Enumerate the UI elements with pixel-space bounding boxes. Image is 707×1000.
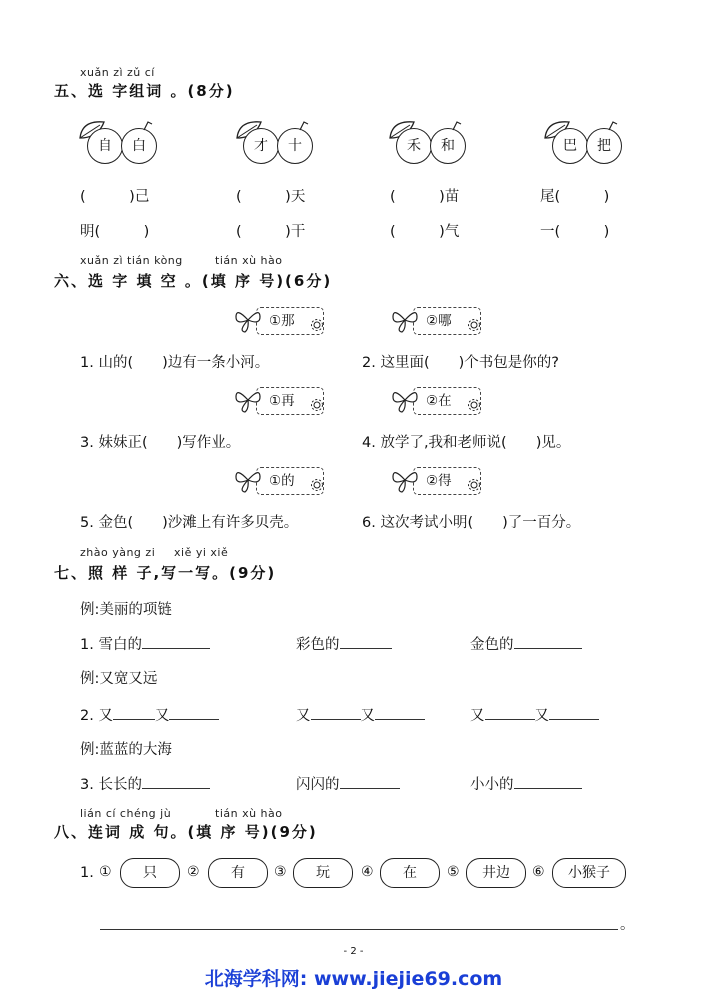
question: 6. 这次考试小明( )了一百分。	[362, 515, 581, 531]
answer-line[interactable]	[514, 634, 582, 649]
write-item	[80, 704, 219, 725]
prompt: 闪闪的	[296, 777, 340, 793]
word-number: ⑤	[447, 864, 460, 880]
answer-line[interactable]	[169, 705, 219, 720]
option-box: ②得	[413, 467, 481, 495]
word-cloud: 在	[380, 858, 440, 888]
write-item	[296, 633, 392, 654]
char-circle: 巴	[552, 128, 588, 164]
fill-blank[interactable]: 一( )	[540, 224, 610, 240]
question: 4. 放学了,我和老师说( )见。	[362, 435, 571, 451]
word-number: ③	[274, 864, 287, 880]
stem-icon	[140, 120, 156, 132]
fill-blank[interactable]: ( )己	[80, 189, 150, 205]
prompt: 小小的	[470, 777, 514, 793]
answer-line[interactable]	[311, 705, 361, 720]
word-cloud: 有	[208, 858, 268, 888]
sec7-pinyin: xiě yi xiě	[174, 546, 229, 559]
example: 例:又宽又远	[80, 671, 158, 687]
butterfly-icon	[233, 305, 263, 335]
write-item	[296, 773, 400, 794]
sentence-end: 。	[620, 917, 635, 933]
stem-icon	[605, 120, 621, 132]
you-char: 又	[98, 708, 113, 724]
answer-line[interactable]	[142, 634, 210, 649]
sec6-pinyin: tián xù hào	[215, 254, 283, 267]
write-item	[80, 633, 210, 654]
char-circle: 十	[277, 128, 313, 164]
answer-line[interactable]	[340, 774, 400, 789]
question-number: 1.	[80, 865, 94, 881]
stem-icon	[296, 120, 312, 132]
sec8-pinyin: lián cí chéng jù	[80, 807, 172, 820]
prompt: 金色的	[470, 637, 514, 653]
sec6-pinyin: xuǎn zì tián kòng	[80, 254, 183, 267]
write-item	[80, 773, 210, 794]
word-number: ⑥	[532, 864, 545, 880]
example: 例:蓝蓝的大海	[80, 742, 172, 758]
char-circle: 禾	[396, 128, 432, 164]
flower-icon	[468, 398, 480, 412]
word-cloud: 小猴子	[552, 858, 626, 888]
footer-link[interactable]: 北海学科网: www.jiejie69.com	[204, 968, 503, 990]
sec7-title: 七、照 样 子,写一写。(9分)	[54, 564, 277, 582]
char-circle: 和	[430, 128, 466, 164]
write-item	[470, 633, 582, 654]
sec8-title: 八、连词 成 句。(填 序 号)(9分)	[54, 823, 318, 841]
option-box: ①的	[256, 467, 324, 495]
option-box: ②哪	[413, 307, 481, 335]
answer-line[interactable]	[514, 774, 582, 789]
fill-blank[interactable]: 尾( )	[540, 189, 610, 205]
fill-blank[interactable]: ( )气	[390, 224, 460, 240]
you-char: 又	[296, 708, 311, 724]
prompt: 2.	[80, 708, 94, 724]
word-cloud: 玩	[293, 858, 353, 888]
sec7-pinyin: zhào yàng zi	[80, 546, 156, 559]
fill-blank[interactable]: ( )苗	[390, 189, 460, 205]
answer-line[interactable]	[100, 928, 618, 930]
write-item	[470, 704, 599, 725]
fill-blank[interactable]: ( )干	[236, 224, 306, 240]
sec6-title: 六、选 字 填 空 。(填 序 号)(6分)	[54, 272, 333, 290]
prompt: 1. 雪白的	[80, 637, 142, 653]
fill-blank[interactable]: 明( )	[80, 224, 150, 240]
answer-line[interactable]	[485, 705, 535, 720]
butterfly-icon	[390, 385, 420, 415]
option-box: ②在	[413, 387, 481, 415]
question: 5. 金色( )沙滩上有许多贝壳。	[80, 515, 299, 531]
prompt: 彩色的	[296, 637, 340, 653]
butterfly-icon	[390, 465, 420, 495]
page-number: - 2 -	[343, 946, 364, 957]
write-item	[296, 704, 425, 725]
flower-icon	[311, 318, 323, 332]
flower-icon	[468, 478, 480, 492]
you-char: 又	[154, 708, 170, 724]
char-circle: 白	[121, 128, 157, 164]
char-circle: 自	[87, 128, 123, 164]
example: 例:美丽的项链	[80, 602, 172, 618]
you-char: 又	[470, 708, 485, 724]
option-box: ①那	[256, 307, 324, 335]
word-cloud: 只	[120, 858, 180, 888]
butterfly-icon	[233, 385, 263, 415]
butterfly-icon	[233, 465, 263, 495]
word-number: ④	[361, 864, 374, 880]
sec5-pinyin: xuǎn zì zǔ cí	[80, 66, 155, 79]
answer-line[interactable]	[549, 705, 599, 720]
flower-icon	[468, 318, 480, 332]
sec8-pinyin: tián xù hào	[215, 807, 283, 820]
answer-line[interactable]	[113, 705, 155, 720]
fill-blank[interactable]: ( )天	[236, 189, 306, 205]
question: 2. 这里面( )个书包是你的?	[362, 355, 559, 371]
you-char: 又	[534, 708, 549, 724]
word-number: ②	[187, 864, 200, 880]
char-circle: 才	[243, 128, 279, 164]
answer-line[interactable]	[340, 634, 392, 649]
option-box: ①再	[256, 387, 324, 415]
char-circle: 把	[586, 128, 622, 164]
you-char: 又	[360, 708, 375, 724]
answer-line[interactable]	[142, 774, 210, 789]
flower-icon	[311, 478, 323, 492]
sec5-title: 五、选 字组词 。(8分)	[54, 82, 235, 100]
stem-icon	[449, 120, 465, 132]
word-number: ①	[99, 864, 112, 880]
word-cloud: 井边	[466, 858, 526, 888]
prompt: 3. 长长的	[80, 777, 142, 793]
butterfly-icon	[390, 305, 420, 335]
question: 3. 妹妹正( )写作业。	[80, 435, 241, 451]
write-item	[470, 773, 582, 794]
answer-line[interactable]	[375, 705, 425, 720]
question: 1. 山的( )边有一条小河。	[80, 355, 270, 371]
flower-icon	[311, 398, 323, 412]
